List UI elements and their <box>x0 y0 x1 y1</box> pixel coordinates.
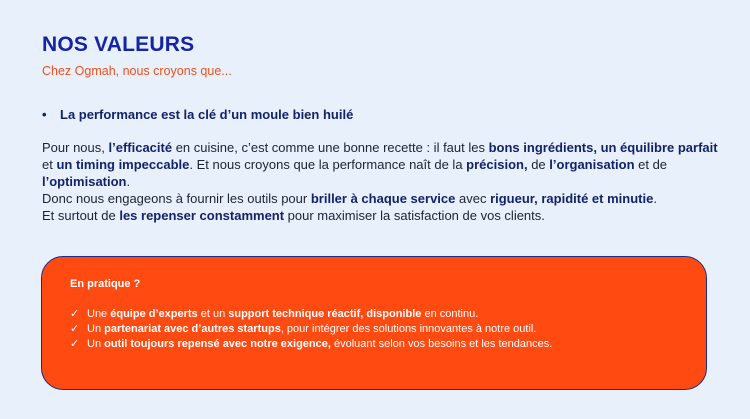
bullet-dot: • <box>42 107 47 122</box>
para-text: en cuisine, c’est comme une bonne recette : il faut les <box>172 140 489 155</box>
practice-callout <box>41 256 707 390</box>
bullet-text: La performance est la clé d’un moule bien huilé <box>60 107 354 122</box>
para-emphasis: rigueur, rapidité et minutie <box>490 191 654 206</box>
list-item <box>70 307 552 322</box>
item-text: Une <box>87 308 111 320</box>
para-emphasis: bons ingrédients, un équilibre parfait <box>488 140 718 155</box>
item-text: et un <box>197 308 229 320</box>
para-emphasis: un timing impeccable <box>56 157 190 172</box>
item-emphasis: outil toujours repensé avec notre exigence, <box>104 338 331 350</box>
item-text: , pour intégrer des solutions innovantes à notre outil. <box>280 323 537 335</box>
page-title: NOS VALEURS <box>42 33 195 56</box>
item-text: en continu. <box>421 308 479 320</box>
item-text: évoluant selon vos besoins et les tendances. <box>330 338 553 350</box>
para-emphasis: briller à chaque service <box>310 191 456 206</box>
para-text: pour maximiser la satisfaction de vos clients. <box>284 208 545 223</box>
para-text: Donc nous engageons à fournir les outils pour <box>42 191 311 206</box>
para-text: de <box>527 157 550 172</box>
para-emphasis: l’efficacité <box>108 140 173 155</box>
callout-title: En pratique ? <box>70 278 141 290</box>
para-text: . <box>653 191 657 206</box>
para-text: Pour nous, <box>42 140 109 155</box>
checkmark-icon: ✓ <box>70 323 80 335</box>
checkmark-icon: ✓ <box>70 308 80 320</box>
para-emphasis: précision, <box>466 157 528 172</box>
values-paragraph <box>42 139 722 224</box>
practice-list <box>70 307 552 352</box>
subtitle: Chez Ogmah, nous croyons que... <box>42 64 232 78</box>
para-text: . Et nous croyons que la performance naît de la <box>189 157 467 172</box>
para-text: et <box>42 157 57 172</box>
item-emphasis: équipe d’experts <box>110 308 198 320</box>
para-emphasis: les repenser constamment <box>119 208 285 223</box>
item-text: Un <box>87 323 105 335</box>
para-text: et de <box>634 157 668 172</box>
para-emphasis: l’optimisation <box>42 174 127 189</box>
item-emphasis: support technique réactif, disponible <box>228 308 422 320</box>
item-emphasis: partenariat avec d’autres startups <box>104 323 281 335</box>
item-text: Un <box>87 338 105 350</box>
para-text: Et surtout de <box>42 208 120 223</box>
para-text: . <box>126 174 131 189</box>
value-bullet <box>42 107 353 122</box>
para-text: avec <box>455 191 491 206</box>
para-emphasis: l’organisation <box>549 157 635 172</box>
checkmark-icon: ✓ <box>70 338 80 350</box>
list-item <box>70 337 552 352</box>
list-item <box>70 322 552 337</box>
